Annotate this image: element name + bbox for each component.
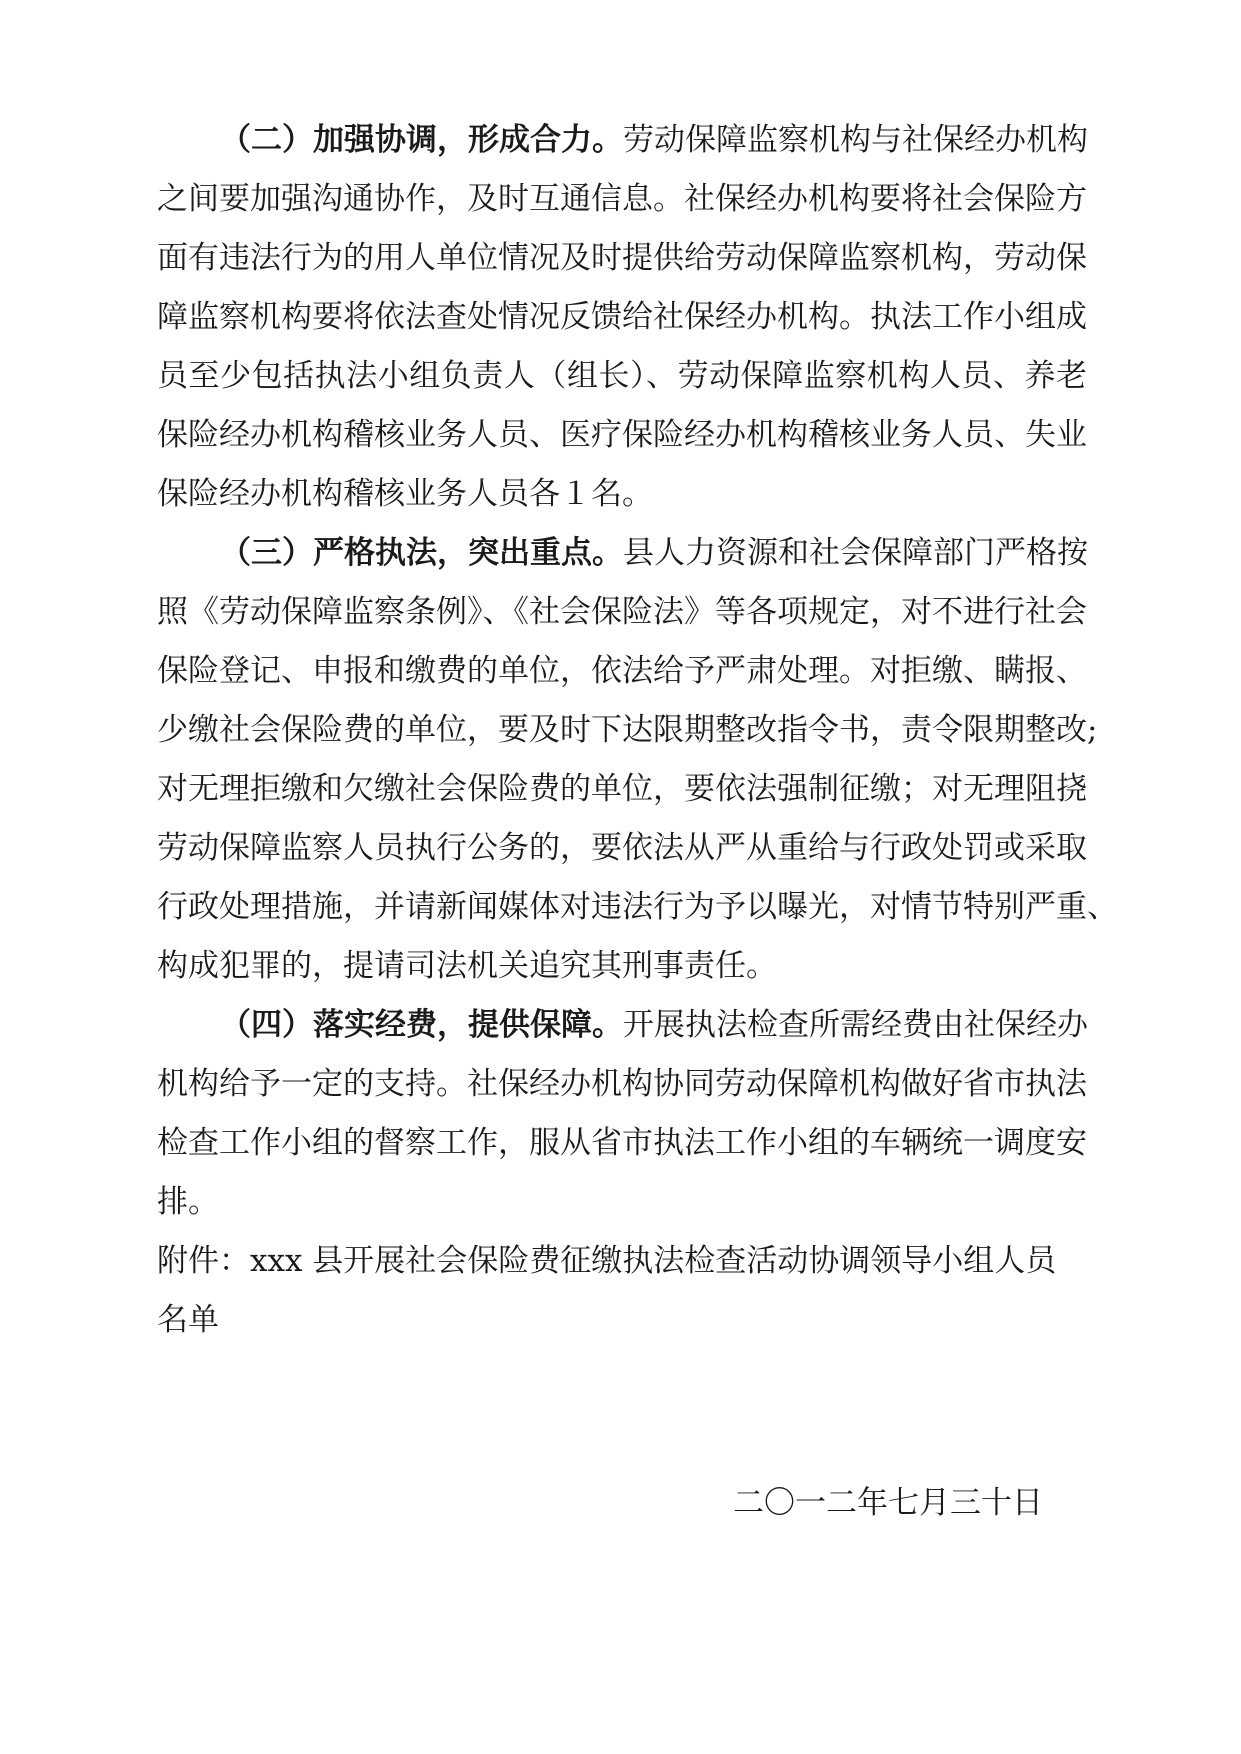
section-3-line-6: 劳动保障监察人员执行公务的，要依法从严从重给与行政处罚或采取 bbox=[157, 830, 1087, 866]
section-2-line-3: 面有违法行为的用人单位情况及时提供给劳动保障监察机构，劳动保 bbox=[157, 240, 1087, 276]
section-3-heading: （三）严格执法，突出重点。 bbox=[220, 535, 623, 571]
attachment-line-2: 名单 bbox=[157, 1302, 219, 1338]
section-2-text: 劳动保障监察机构与社保经办机构 bbox=[623, 122, 1088, 158]
section-2-line-4: 障监察机构要将依法查处情况反馈给社保经办机构。执法工作小组成 bbox=[157, 299, 1087, 335]
section-4-line-1 bbox=[220, 1005, 1087, 1045]
section-3-line-2: 照《劳动保障监察条例》、《社会保险法》等各项规定，对不进行社会 bbox=[157, 594, 1087, 630]
attachment-line-1: 附件：xxx 县开展社会保险费征缴执法检查活动协调领导小组人员 bbox=[157, 1243, 1057, 1279]
section-3-line-3: 保险登记、申报和缴费的单位，依法给予严肃处理。对拒缴、瞒报、 bbox=[157, 653, 1087, 689]
section-2-line-2: 之间要加强沟通协作，及时互通信息。社保经办机构要将社会保险方 bbox=[157, 181, 1087, 217]
section-4-line-4: 排。 bbox=[157, 1184, 219, 1220]
section-2-heading: （二）加强协调，形成合力。 bbox=[220, 122, 623, 158]
section-2-line-7: 保险经办机构稽核业务人员各１名。 bbox=[157, 476, 653, 512]
section-3-text: 县人力资源和社会保障部门严格按 bbox=[623, 535, 1088, 571]
section-2-line-1 bbox=[220, 120, 1087, 160]
section-2-line-5: 员至少包括执法小组负责人（组长）、劳动保障监察机构人员、养老 bbox=[157, 358, 1087, 394]
section-3-line-4: 少缴社会保险费的单位，要及时下达限期整改指令书，责令限期整改; bbox=[157, 712, 1098, 748]
section-3-line-5: 对无理拒缴和欠缴社会保险费的单位，要依法强制征缴；对无理阻挠 bbox=[157, 771, 1087, 807]
section-3-line-1 bbox=[220, 533, 1087, 573]
section-4-line-2: 机构给予一定的支持。社保经办机构协同劳动保障机构做好省市执法 bbox=[157, 1066, 1087, 1102]
section-3-line-8: 构成犯罪的，提请司法机关追究其刑事责任。 bbox=[157, 948, 777, 984]
document-date: 二〇一二年七月三十日 bbox=[733, 1485, 1043, 1521]
section-4-line-3: 检查工作小组的督察工作，服从省市执法工作小组的车辆统一调度安 bbox=[157, 1125, 1087, 1161]
section-2-line-6: 保险经办机构稽核业务人员、医疗保险经办机构稽核业务人员、失业 bbox=[157, 417, 1087, 453]
section-4-text: 开展执法检查所需经费由社保经办 bbox=[623, 1007, 1088, 1043]
section-4-heading: （四）落实经费，提供保障。 bbox=[220, 1007, 623, 1043]
section-3-line-7: 行政处理措施，并请新闻媒体对违法行为予以曝光，对情节特别严重、 bbox=[157, 889, 1118, 925]
